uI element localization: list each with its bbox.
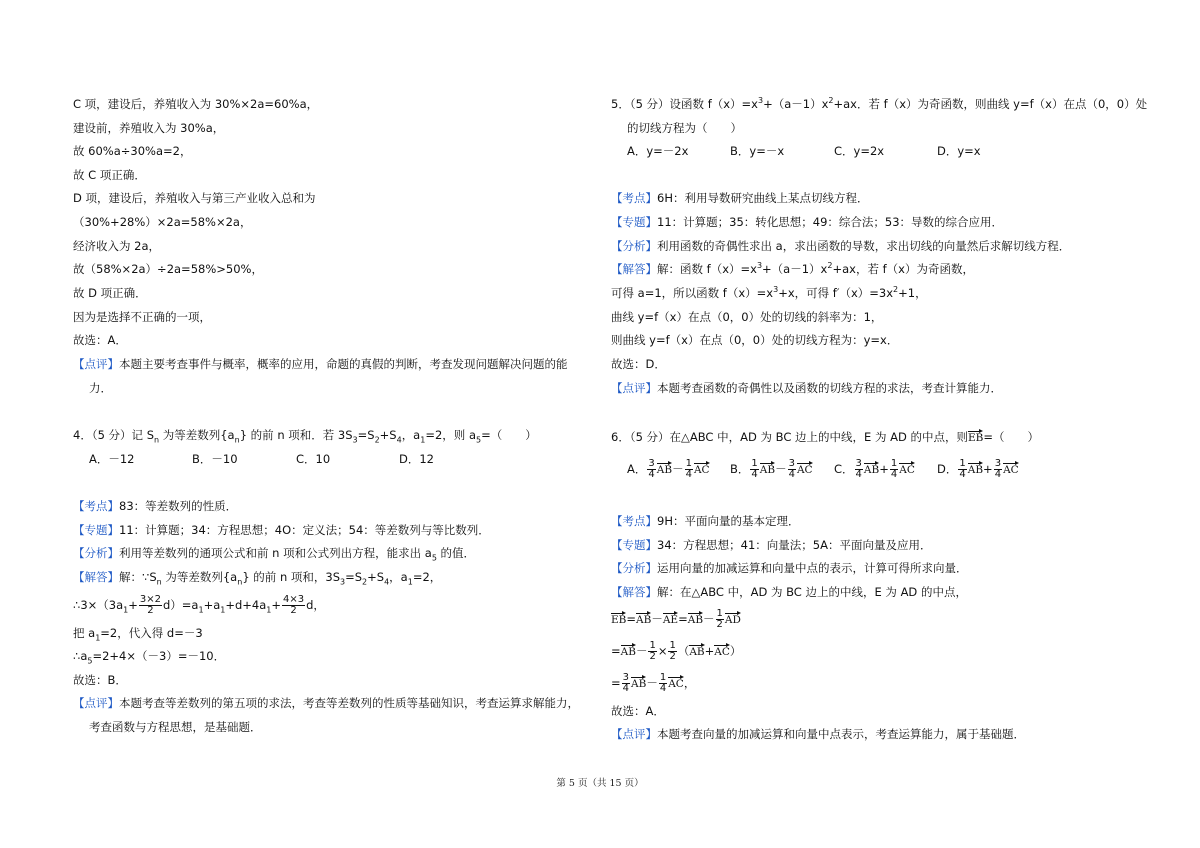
fenxi-line: 【分析】利用函数的奇偶性求出 a，求出函数的导数，求出切线的向量然后求解切线方程． — [611, 239, 1071, 253]
fenxi-line: 【分析】利用等差数列的通项公式和前 n 项和公式列出方程，能求出 $a_5$ 的值． — [73, 546, 476, 563]
question-4-stem: 4．（5 分）记 $S_n$ 为等差数列$\{a_n\}$ 的前 n 项和．若 $3S_3=S_2+S_4$，$a_1=2$，则 $a_5=$（ ） — [73, 428, 537, 445]
answer-line: 故选：A． — [611, 704, 665, 718]
option-b: B．－10 — [192, 452, 238, 466]
option-a: A．y=－2x — [627, 144, 689, 158]
equation-line: $\therefore a_5=2+4\times(-3)=-10$． — [73, 649, 226, 666]
option-d: D． $\frac{1}{4}$ AB+ $\frac{3}{4}$ AC — [937, 458, 1019, 480]
kaodian-line: 【考点】83：等差数列的性质． — [73, 499, 238, 513]
jieda-line: 【解答】解：函数 $f(x)=x^3+(a-1)x^2+ax$，若 f（x）为奇函数， — [611, 261, 974, 276]
answer-line: 故选：B． — [73, 673, 127, 687]
text-line: 经济收入为 2a， — [73, 239, 161, 253]
text-line: C 项，建设后，养殖收入为 30%×2a=60%a， — [73, 97, 319, 111]
text-line: 故（58%×2a）÷2a=58%>50%， — [73, 262, 263, 276]
text-line: 则曲线 y=f（x）在点（0，0）处的切线方程为：y=x． — [611, 333, 899, 347]
answer-line: 故选：D． — [611, 357, 666, 371]
comment-line: 【点评】本题考查等差数列的第五项的求法，考查等差数列的性质等基础知识，考查运算求解能力， — [73, 696, 579, 710]
jieda-line: 【解答】解：$\because S_n$ 为等差数列$\{a_n\}$ 的前 n 项和，$3S_3=S_2+S_4$，$a_1=2$， — [73, 570, 442, 587]
text-line: 故选：A． — [73, 333, 127, 347]
option-d: D．y=x — [937, 144, 981, 158]
question-4-options — [89, 451, 434, 467]
comment-line: 考查函数与方程思想，是基础题． — [89, 720, 262, 734]
comment-tag: 【点评】 — [73, 357, 119, 371]
option-a: A．－12 — [89, 452, 135, 466]
equation-line: $\therefore 3\times(3a_1+$ $\frac{3\times 2}{2}$ $d)=a_1+a_1+d+4a_1+$ $\frac{4\times 3}{2}$ d， — [73, 594, 325, 616]
option-d: D．12 — [399, 452, 434, 466]
fenxi-line: 【分析】运用向量的加减运算和向量中点的表示，计算可得所求向量． — [611, 561, 968, 575]
text-line: 可得 a=1，所以函数 $f(x)=x^3+x$，可得 $f'(x)=3x^2+1$， — [611, 285, 927, 300]
comment-text: 本题主要考查事件与概率，概率的应用，命题的真假的判断，考查发现问题解决问题的能 — [119, 357, 568, 371]
question-6-options — [627, 456, 1019, 482]
text-line: 故 D 项正确． — [73, 286, 147, 300]
text-line: 力． — [89, 381, 112, 395]
option-b: B． $\frac{1}{4}$ AB－ $\frac{3}{4}$ AC — [730, 458, 813, 480]
equation-line: =AB－ $\frac{1}{2}$ × $\frac{1}{2}$ （AB+AC） — [611, 640, 742, 662]
text-line: 建设前，养殖收入为 30%a， — [73, 121, 225, 135]
equation-line: = $\frac{3}{4}$ AB－ $\frac{1}{4}$ AC， — [611, 672, 696, 694]
comment-line: 【点评】本题考查函数的奇偶性以及函数的切线方程的求法，考查计算能力． — [611, 381, 1002, 395]
vector-eb: EB — [968, 429, 983, 444]
text-line: 故 60%a÷30%a=2， — [73, 144, 192, 158]
equation-line: 把 $a_1=2$，代入得 d=－3 — [73, 626, 203, 643]
option-a: A． $\frac{3}{4}$ AB－ $\frac{1}{4}$ AC — [627, 458, 710, 480]
page-footer: 第 5 页（共 15 页） — [556, 778, 644, 789]
text-line: （30%+28%）×2a=58%×2a， — [73, 215, 252, 229]
option-c: C．10 — [296, 452, 331, 466]
text-line: 曲线 y=f（x）在点（0，0）处的切线的斜率为：1， — [611, 310, 883, 324]
zhuanti-line: 【专题】11：计算题；34：方程思想；4O：定义法；54：等差数列与等比数列． — [73, 523, 490, 537]
text-line: 因为是选择不正确的一项， — [73, 310, 211, 324]
comment-line: 【点评】本题考查向量的加减运算和向量中点表示，考查运算能力，属于基础题． — [611, 727, 1025, 741]
zhuanti-line: 【专题】11：计算题；35：转化思想；49：综合法；53：导数的综合应用． — [611, 215, 1004, 229]
fraction: $\frac{3\times 2}{2}$ — [139, 594, 161, 616]
text-line: D 项，建设后，养殖收入与第三产业收入总和为 — [73, 191, 316, 205]
zhuanti-line: 【专题】34：方程思想；41：向量法；5A：平面向量及应用． — [611, 538, 932, 552]
question-6-stem: 6．（5 分）在△ABC 中，AD 为 BC 边上的中线，E 为 AD 的中点，则EB=（ ） — [611, 430, 1040, 444]
fraction: $\frac{4\times 3}{2}$ — [283, 594, 305, 616]
kaodian-line: 【考点】6H：利用导数研究曲线上某点切线方程． — [611, 191, 869, 205]
question-5-options — [627, 143, 981, 159]
text-line: 故 C 项正确． — [73, 168, 146, 182]
option-c: C． $\frac{3}{4}$ AB+ $\frac{1}{4}$ AC — [834, 458, 915, 480]
option-c: C．y=2x — [834, 144, 885, 158]
jieda-line: 【解答】解：在△ABC 中，AD 为 BC 边上的中线，E 为 AD 的中点， — [611, 585, 967, 599]
question-5-stem: 5．（5 分）设函数 $f(x)=x^3+(a-1)x^2+ax$．若 f（x）为奇函数，则曲线 y=f（x）在点（0，0）处 — [611, 96, 1148, 111]
kaodian-line: 【考点】9H：平面向量的基本定理． — [611, 514, 800, 528]
option-b: B．y=－x — [730, 144, 785, 158]
question-5-stem-cont: 的切线方程为（ ） — [627, 121, 742, 135]
equation-line: EB=AB－AE=AB－ $\frac{1}{2}$ AD — [611, 608, 741, 630]
comment-line — [73, 356, 568, 372]
